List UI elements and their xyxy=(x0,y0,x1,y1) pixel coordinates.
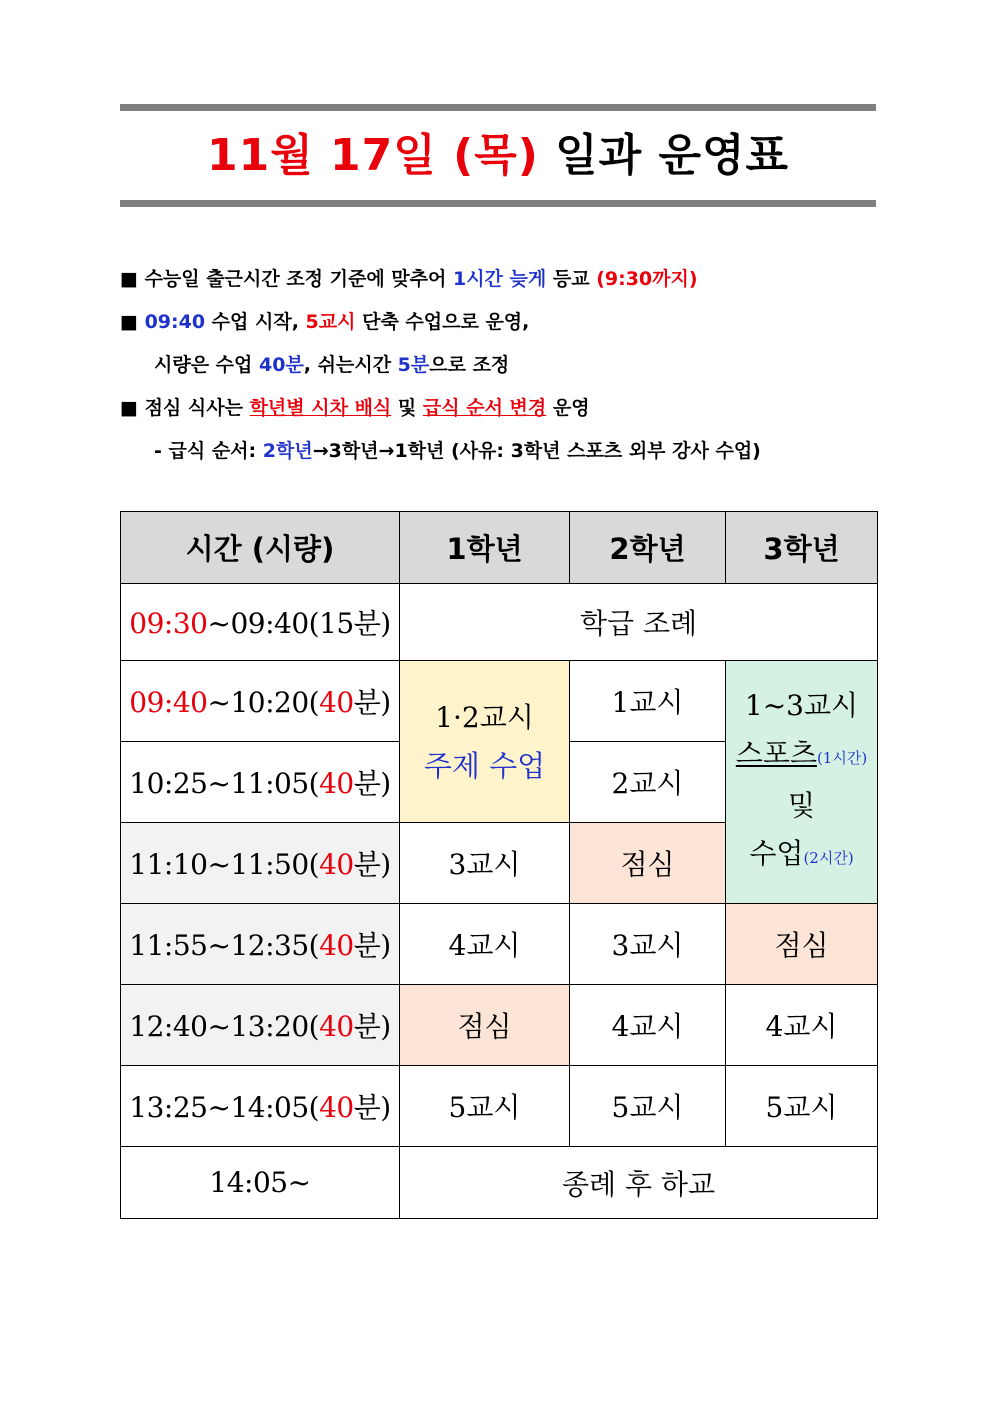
period-cell: 1교시 xyxy=(570,661,726,742)
time-cell: 13:25~14:05(40분) xyxy=(121,1066,400,1147)
page-title xyxy=(120,124,876,188)
header-grade-2: 2학년 xyxy=(570,512,726,584)
notice-list xyxy=(120,258,890,473)
period-cell: 2교시 xyxy=(570,742,726,823)
table-row xyxy=(121,904,878,985)
title-bottom-rule xyxy=(120,200,876,207)
grade3-sports-block: 1~3교시 스포츠(1시간) 및 수업(2시간) xyxy=(726,661,878,904)
time-cell: 09:30~09:40(15분) xyxy=(121,584,400,661)
note-4: ■ 점심 식사는 학년별 시차 배식 및 급식 순서 변경 운영 xyxy=(120,397,590,419)
table-row xyxy=(121,661,878,742)
table-row xyxy=(121,985,878,1066)
grade1-theme-block: 1·2교시 주제 수업 xyxy=(400,661,570,823)
period-cell: 4교시 xyxy=(400,904,570,985)
dismissal-cell: 종례 후 하교 xyxy=(400,1147,878,1219)
period-cell: 4교시 xyxy=(726,985,878,1066)
lunch-cell: 점심 xyxy=(726,904,878,985)
schedule-table xyxy=(120,511,878,1219)
time-cell: 11:10~11:50(40분) xyxy=(121,823,400,904)
note-1: ■ 수능일 출근시간 조정 기준에 맞추어 1시간 늦게 등교 (9:30까지) xyxy=(120,268,698,290)
time-cell: 11:55~12:35(40분) xyxy=(121,904,400,985)
header-grade-1: 1학년 xyxy=(400,512,570,584)
table-row xyxy=(121,584,878,661)
homeroom-cell: 학급 조례 xyxy=(400,584,878,661)
table-row xyxy=(121,1147,878,1219)
title-text: 일과 운영표 xyxy=(555,130,789,181)
time-cell: 14:05~ xyxy=(121,1147,400,1219)
bullet-icon: ■ xyxy=(120,268,138,290)
table-header-row xyxy=(121,512,878,584)
time-cell: 10:25~11:05(40분) xyxy=(121,742,400,823)
note-5: - 급식 순서: 2학년→3학년→1학년 (사유: 3학년 스포츠 외부 강사 수업) xyxy=(154,440,761,462)
header-time: 시간 (시량) xyxy=(121,512,400,584)
bullet-icon: ■ xyxy=(120,397,138,419)
bullet-icon: ■ xyxy=(120,311,138,333)
header-grade-3: 3학년 xyxy=(726,512,878,584)
title-top-rule xyxy=(120,104,876,111)
period-cell: 5교시 xyxy=(726,1066,878,1147)
period-cell: 4교시 xyxy=(570,985,726,1066)
lunch-cell: 점심 xyxy=(570,823,726,904)
note-2: ■ 09:40 수업 시작, 5교시 단축 수업으로 운영, xyxy=(120,311,530,333)
time-cell: 12:40~13:20(40분) xyxy=(121,985,400,1066)
table-row xyxy=(121,1066,878,1147)
period-cell: 3교시 xyxy=(400,823,570,904)
time-cell: 09:40~10:20(40분) xyxy=(121,661,400,742)
period-cell: 5교시 xyxy=(400,1066,570,1147)
lunch-cell: 점심 xyxy=(400,985,570,1066)
period-cell: 5교시 xyxy=(570,1066,726,1147)
note-3: 시량은 수업 40분, 쉬는시간 5분으로 조정 xyxy=(154,354,510,376)
period-cell: 3교시 xyxy=(570,904,726,985)
title-date: 11월 17일 (목) xyxy=(207,130,539,181)
